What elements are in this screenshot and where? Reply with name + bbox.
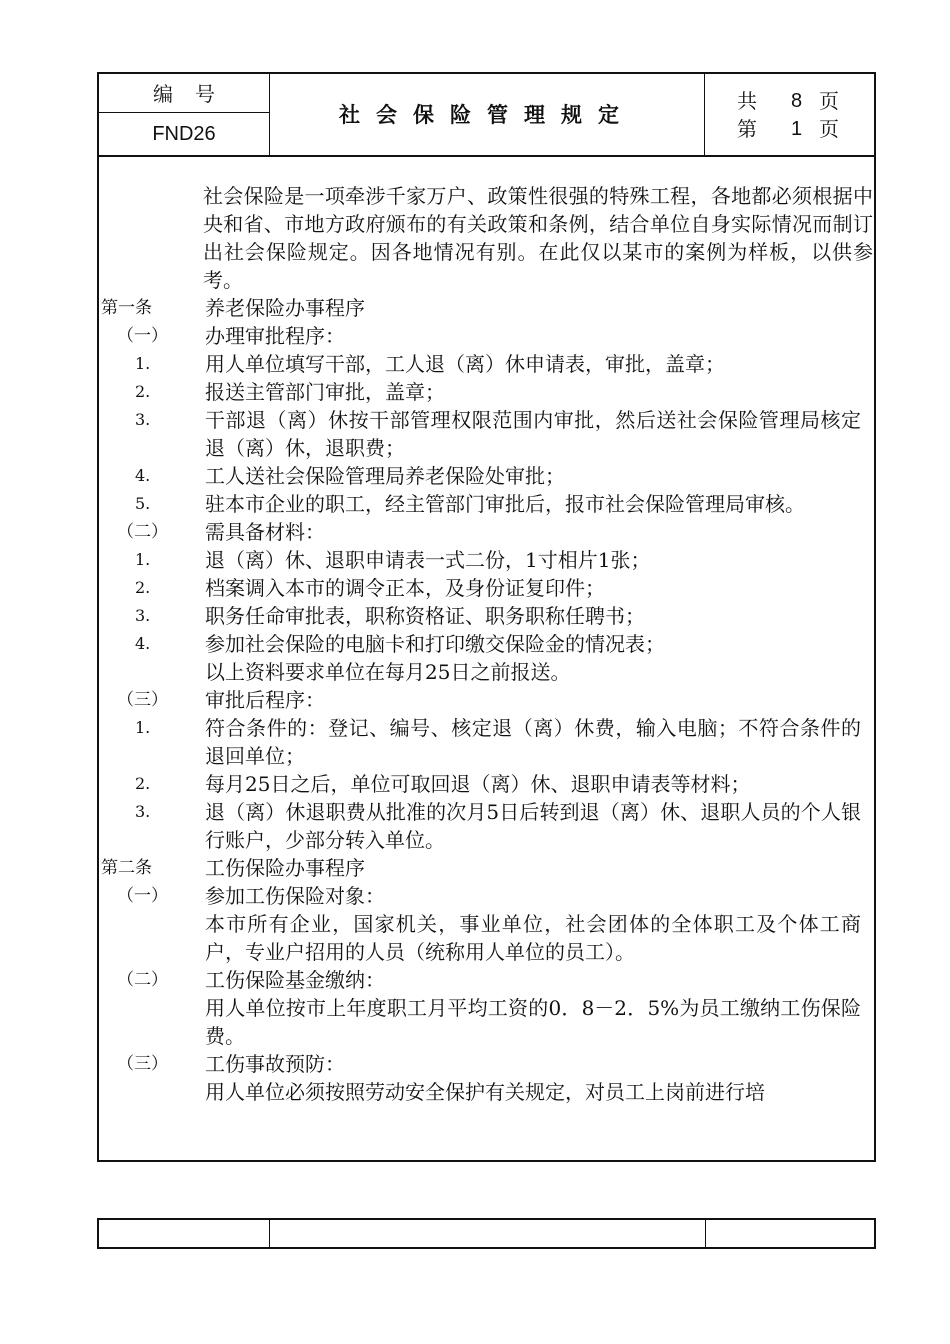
list-item-text: 退（离）休退职费从批准的次月5日后转到退（离）休、退职人员的个人银行账户，少部分转入单位。 — [205, 800, 861, 852]
section-heading-label: （三） — [117, 690, 168, 710]
list-item-text: 用人单位必须按照劳动安全保护有关规定，对员工上岗前进行培 — [205, 1080, 765, 1104]
list-item-text: 本市所有企业，国家机关，事业单位，社会团体的全体职工及个体工商户，专业户招用的人员（统称用人单位的员工）。 — [205, 912, 861, 964]
list-item — [99, 798, 874, 854]
list-item — [99, 546, 874, 574]
list-item-label: 2. — [135, 382, 151, 401]
intro-paragraph: 社会保险是一项牵涉千家万户、政策性很强的特殊工程，各地都必须根据中央和省、市地方政府颁布的有关政策和条例，结合单位自身实际情况而制订出社会保险规定。因各地情况有别。在此仅以某市的案例为样板，以供参考。 — [203, 184, 873, 292]
list-item — [99, 602, 874, 630]
list-item-text: 用人单位按市上年度职工月平均工资的0．8－2．5%为员工缴纳工伤保险费。 — [205, 996, 861, 1048]
document-title: 社会保险管理规定 — [270, 74, 705, 155]
section-heading-text: 审批后程序： — [205, 688, 325, 712]
list-item-label: 2. — [135, 774, 151, 793]
list-item-text: 每月25日之后，单位可取回退（离）休、退职申请表等材料； — [205, 772, 751, 796]
section-heading-label: （一） — [117, 326, 168, 346]
total-pages: 8 — [791, 90, 803, 112]
list-item-label: 4. — [135, 634, 151, 653]
section-heading-label: （一） — [117, 886, 168, 906]
current-prefix: 第 — [737, 117, 757, 141]
section-heading — [99, 686, 874, 714]
total-prefix: 共 — [737, 89, 757, 113]
list-item-label: 1. — [135, 718, 151, 737]
article-heading-text: 工伤保险办事程序 — [205, 856, 365, 880]
section-heading-text: 参加工伤保险对象： — [205, 884, 385, 908]
list-item — [99, 770, 874, 798]
list-item — [99, 350, 874, 378]
list-item — [99, 630, 874, 658]
list-item-text: 报送主管部门审批，盖章； — [205, 380, 445, 404]
list-item — [99, 378, 874, 406]
current-page-row — [737, 116, 857, 142]
list-item — [99, 658, 874, 686]
section-heading — [99, 966, 874, 994]
document-body — [99, 182, 874, 1106]
code-value: FND26 — [152, 123, 216, 145]
list-item-text: 职务任命审批表，职称资格证、职务职称任聘书； — [205, 604, 645, 628]
code-cell — [99, 74, 270, 155]
footer-left-cell — [99, 1220, 270, 1247]
section-heading-text: 需具备材料： — [205, 520, 325, 544]
total-suffix: 页 — [819, 89, 839, 113]
list-item-text: 退（离）休、退职申请表一式二份，1寸相片1张； — [205, 548, 651, 572]
section-heading — [99, 882, 874, 910]
article-heading-label: 第二条 — [101, 858, 152, 878]
list-item-text: 符合条件的：登记、编号、核定退（离）休费，输入电脑；不符合条件的退回单位； — [205, 716, 861, 768]
list-item-label: 3. — [135, 802, 151, 821]
footer-right-cell — [705, 1220, 875, 1247]
list-item — [99, 490, 874, 518]
list-item-label: 5. — [135, 494, 151, 513]
list-item-label: 1. — [135, 354, 151, 373]
list-item — [99, 1078, 874, 1106]
list-item — [99, 406, 874, 462]
section-heading — [99, 1050, 874, 1078]
article-heading-label: 第一条 — [101, 298, 152, 318]
list-item-text: 参加社会保险的电脑卡和打印缴交保险金的情况表； — [205, 632, 665, 656]
document-header — [99, 74, 874, 157]
list-item-label: 2. — [135, 578, 151, 597]
list-item — [99, 714, 874, 770]
list-item-label: 1. — [135, 550, 151, 569]
document-footer — [97, 1218, 876, 1249]
code-label: 编号 — [99, 74, 269, 113]
section-heading-text: 工伤事故预防： — [205, 1052, 345, 1076]
article-heading — [99, 854, 874, 882]
document-frame — [97, 72, 876, 1162]
section-heading-text: 办理审批程序： — [205, 324, 345, 348]
section-heading — [99, 518, 874, 546]
list-item-text: 档案调入本市的调令正本，及身份证复印件； — [205, 576, 605, 600]
list-item-label: 3. — [135, 606, 151, 625]
article-heading — [99, 294, 874, 322]
current-suffix: 页 — [819, 117, 839, 141]
section-heading — [99, 322, 874, 350]
list-item-text: 用人单位填写干部，工人退（离）休申请表，审批，盖章； — [205, 352, 725, 376]
section-heading-text: 工伤保险基金缴纳： — [205, 968, 385, 992]
list-item-text: 干部退（离）休按干部管理权限范围内审批，然后送社会保险管理局核定退（离）休，退职费； — [205, 408, 861, 460]
list-item-label: 3. — [135, 410, 151, 429]
section-heading-label: （二） — [117, 970, 168, 990]
article-heading-text: 养老保险办事程序 — [205, 296, 365, 320]
list-item — [99, 574, 874, 602]
list-item — [99, 462, 874, 490]
total-pages-row — [737, 88, 857, 114]
list-item — [99, 994, 874, 1050]
current-page: 1 — [791, 118, 803, 140]
list-item — [99, 910, 874, 966]
list-item-text: 驻本市企业的职工，经主管部门审批后，报市社会保险管理局审核。 — [205, 492, 805, 516]
list-item-text: 工人送社会保险管理局养老保险处审批； — [205, 464, 565, 488]
section-heading-label: （三） — [117, 1054, 168, 1074]
page-count-cell — [705, 74, 874, 155]
list-item-label: 4. — [135, 466, 151, 485]
section-heading-label: （二） — [117, 522, 168, 542]
list-item-text: 以上资料要求单位在每月25日之前报送。 — [205, 660, 571, 684]
